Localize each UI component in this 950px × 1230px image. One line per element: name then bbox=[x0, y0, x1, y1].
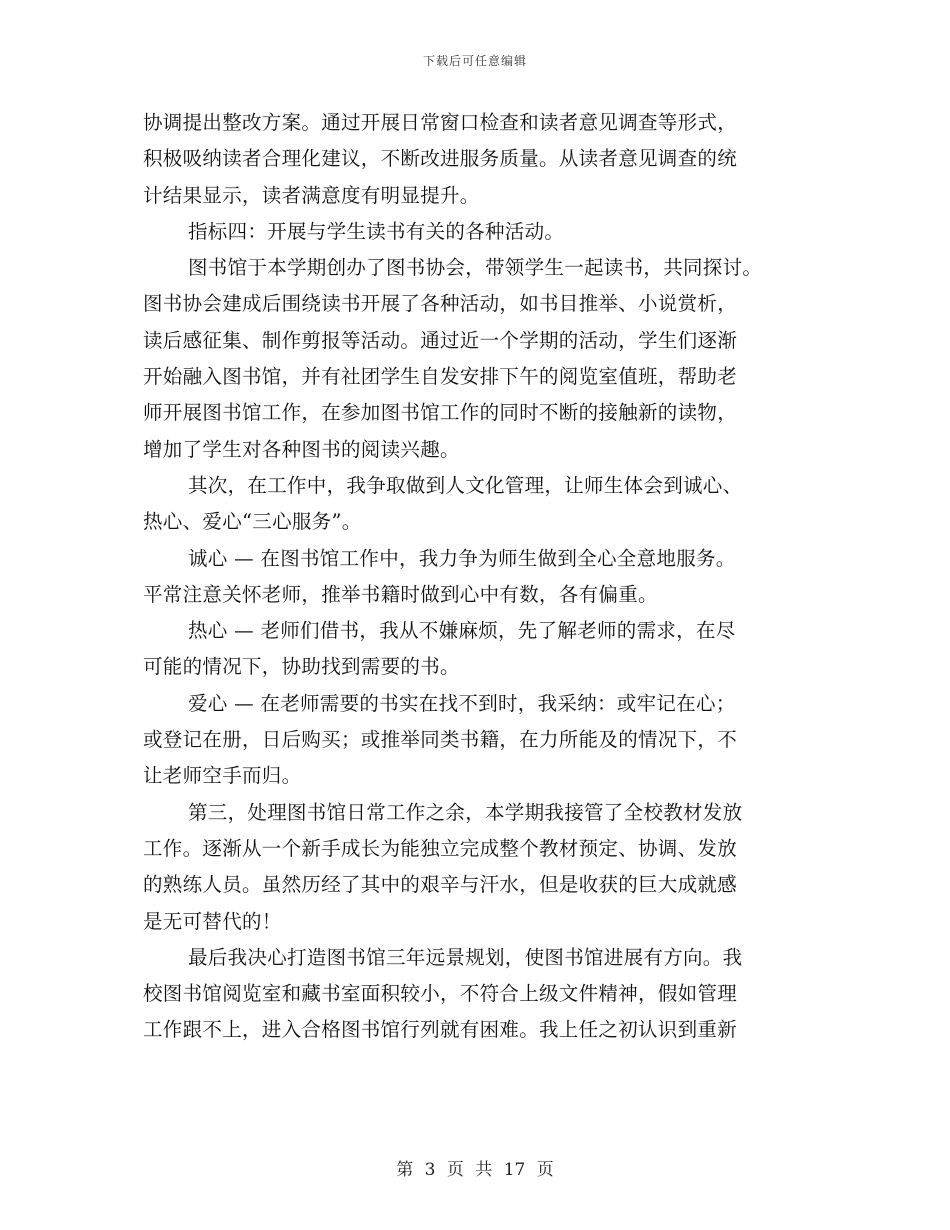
text-line: 可能的情况下，协助找到需要的书。 bbox=[143, 655, 460, 679]
text-line: 开始融入图书馆，并有社团学生自发安排下午的阅览室值班，帮助老 bbox=[143, 365, 738, 389]
text-line: 第三，处理图书馆日常工作之余，本学期我接管了全校教材发放 bbox=[188, 800, 743, 824]
text-line: 校图书馆阅览室和藏书室面积较小，不符合上级文件精神，假如管理 bbox=[143, 982, 738, 1006]
text-line: 是无可替代的！ bbox=[143, 909, 282, 933]
text-line: 最后我决心打造图书馆三年远景规划，使图书馆进展有方向。我 bbox=[188, 945, 743, 969]
text-line: 热心、爱心“三心服务”。 bbox=[143, 510, 362, 534]
page-footer: 第 3 页 共 17 页 bbox=[396, 1160, 554, 1180]
text-line: 其次，在工作中，我争取做到人文化管理，让师生体会到诚心、 bbox=[188, 473, 743, 497]
document-body bbox=[143, 105, 815, 1049]
text-line: 图书协会建成后围绕读书开展了各种活动，如书目推举、小说赏析， bbox=[143, 292, 738, 316]
text-line: 平常注意关怀老师，推举书籍时做到心中有数，各有偏重。 bbox=[143, 582, 658, 606]
text-line: 计结果显示，读者满意度有明显提升。 bbox=[143, 183, 480, 207]
text-line: 或登记在册，日后购买；或推举同类书籍，在力所能及的情况下，不 bbox=[143, 728, 738, 752]
text-line: 工作跟不上，进入合格图书馆行列就有困难。我上任之初认识到重新 bbox=[143, 1018, 738, 1042]
text-line: 的熟练人员。虽然历经了其中的艰辛与汗水，但是收获的巨大成就感 bbox=[143, 873, 738, 897]
page-header: 下载后可任意编辑 bbox=[422, 54, 527, 68]
text-line: 工作。逐渐从一个新手成长为能独立完成整个教材预定、协调、发放 bbox=[143, 836, 738, 860]
text-line: 读后感征集、制作剪报等活动。通过近一个学期的活动，学生们逐渐 bbox=[143, 328, 738, 352]
text-line: 师开展图书馆工作，在参加图书馆工作的同时不断的接触新的读物， bbox=[143, 401, 738, 425]
text-line: 增加了学生对各种图书的阅读兴趣。 bbox=[143, 437, 460, 461]
text-line: 协调提出整改方案。通过开展日常窗口检查和读者意见调查等形式， bbox=[143, 111, 738, 134]
text-line: 爱心 — 在老师需要的书实在找不到时，我采纳：或牢记在心； bbox=[188, 691, 736, 715]
text-line: 指标四：开展与学生读书有关的各种活动。 bbox=[188, 219, 565, 243]
text-line: 热心 — 老师们借书，我从不嫌麻烦，先了解老师的需求，在尽 bbox=[188, 619, 736, 643]
text-line: 让老师空手而归。 bbox=[143, 764, 302, 788]
text-line: 诚心 — 在图书馆工作中，我力争为师生做到全心全意地服务。 bbox=[188, 546, 736, 570]
text-line: 图书馆于本学期创办了图书协会，带领学生一起读书，共同探讨。 bbox=[188, 256, 763, 280]
text-line: 积极吸纳读者合理化建议，不断改进服务质量。从读者意见调查的统 bbox=[143, 147, 738, 171]
